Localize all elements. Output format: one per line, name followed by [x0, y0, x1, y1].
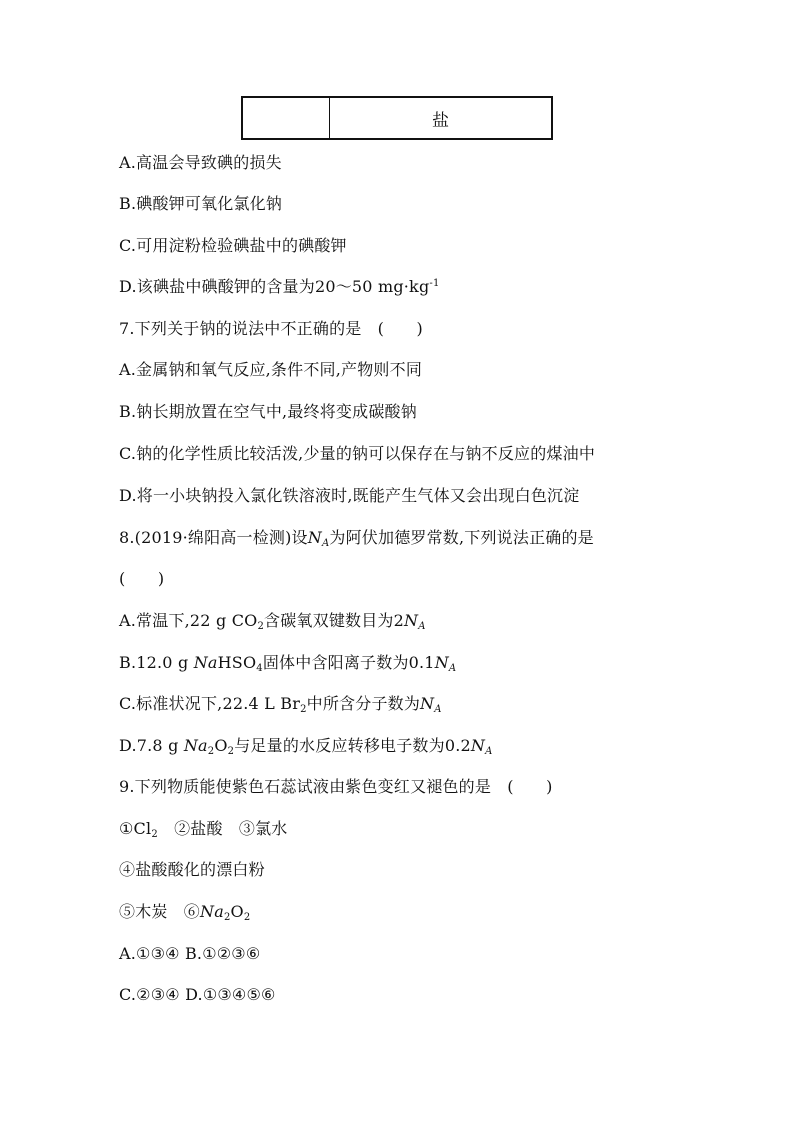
option-6c: C.可用淀粉检验碘盐中的碘酸钾	[119, 236, 347, 255]
option-8c: C.标准状况下,22.4 L $Br_2$中所含分子数为$N_A$	[119, 694, 442, 715]
item-list-2: ④盐酸酸化的漂白粉	[119, 860, 265, 879]
question-7: 7.下列关于钠的说法中不正确的是 ( )	[119, 319, 423, 338]
item-list-3: ⑤木炭 $⑥Na_2O_2$	[119, 902, 251, 923]
table-cell-empty	[243, 98, 330, 138]
question-8-bracket: ( )	[119, 569, 165, 588]
table-fragment	[241, 96, 553, 140]
option-8a: A.常温下,22 g $CO_2$含碳氧双键数目为$2N_A$	[119, 611, 426, 632]
question-8: 8.(2019·绵阳高一检测)设$N_A$为阿伏加德罗常数,下列说法正确的是	[119, 528, 594, 549]
option-8d: D.7.8 g $Na_2O_2$与足量的水反应转移电子数为$0.2N_A$	[119, 736, 493, 757]
option-9ab: A.①③④ B.①②③⑥	[119, 944, 261, 963]
option-9cd: C.②③④ D.①③④⑤⑥	[119, 985, 276, 1004]
option-6b: B.碘酸钾可氧化氯化钠	[119, 194, 283, 213]
item-list-1: $①Cl_2$ ②盐酸 ③氯水	[119, 819, 288, 840]
option-8b: B.12.0 g NaHSO$_4$固体中含阳离子数为$0.1N_A$	[119, 653, 457, 674]
option-6d: D.该碘盐中碘酸钾的含量为20～50 $mg\cdot kg^{-1}$	[119, 277, 440, 296]
option-7d: D.将一小块钠投入氯化铁溶液时,既能产生气体又会出现白色沉淀	[119, 486, 580, 505]
option-7b: B.钠长期放置在空气中,最终将变成碳酸钠	[119, 402, 417, 421]
question-9: 9.下列物质能使紫色石蕊试液由紫色变红又褪色的是 ( )	[119, 777, 553, 796]
table-cell-salt: 盐	[432, 110, 449, 131]
option-7c: C.钠的化学性质比较活泼,少量的钠可以保存在与钠不反应的煤油中	[119, 444, 596, 463]
option-6a: A.高温会导致碘的损失	[119, 153, 282, 172]
option-7a: A.金属钠和氧气反应,条件不同,产物则不同	[119, 360, 423, 379]
